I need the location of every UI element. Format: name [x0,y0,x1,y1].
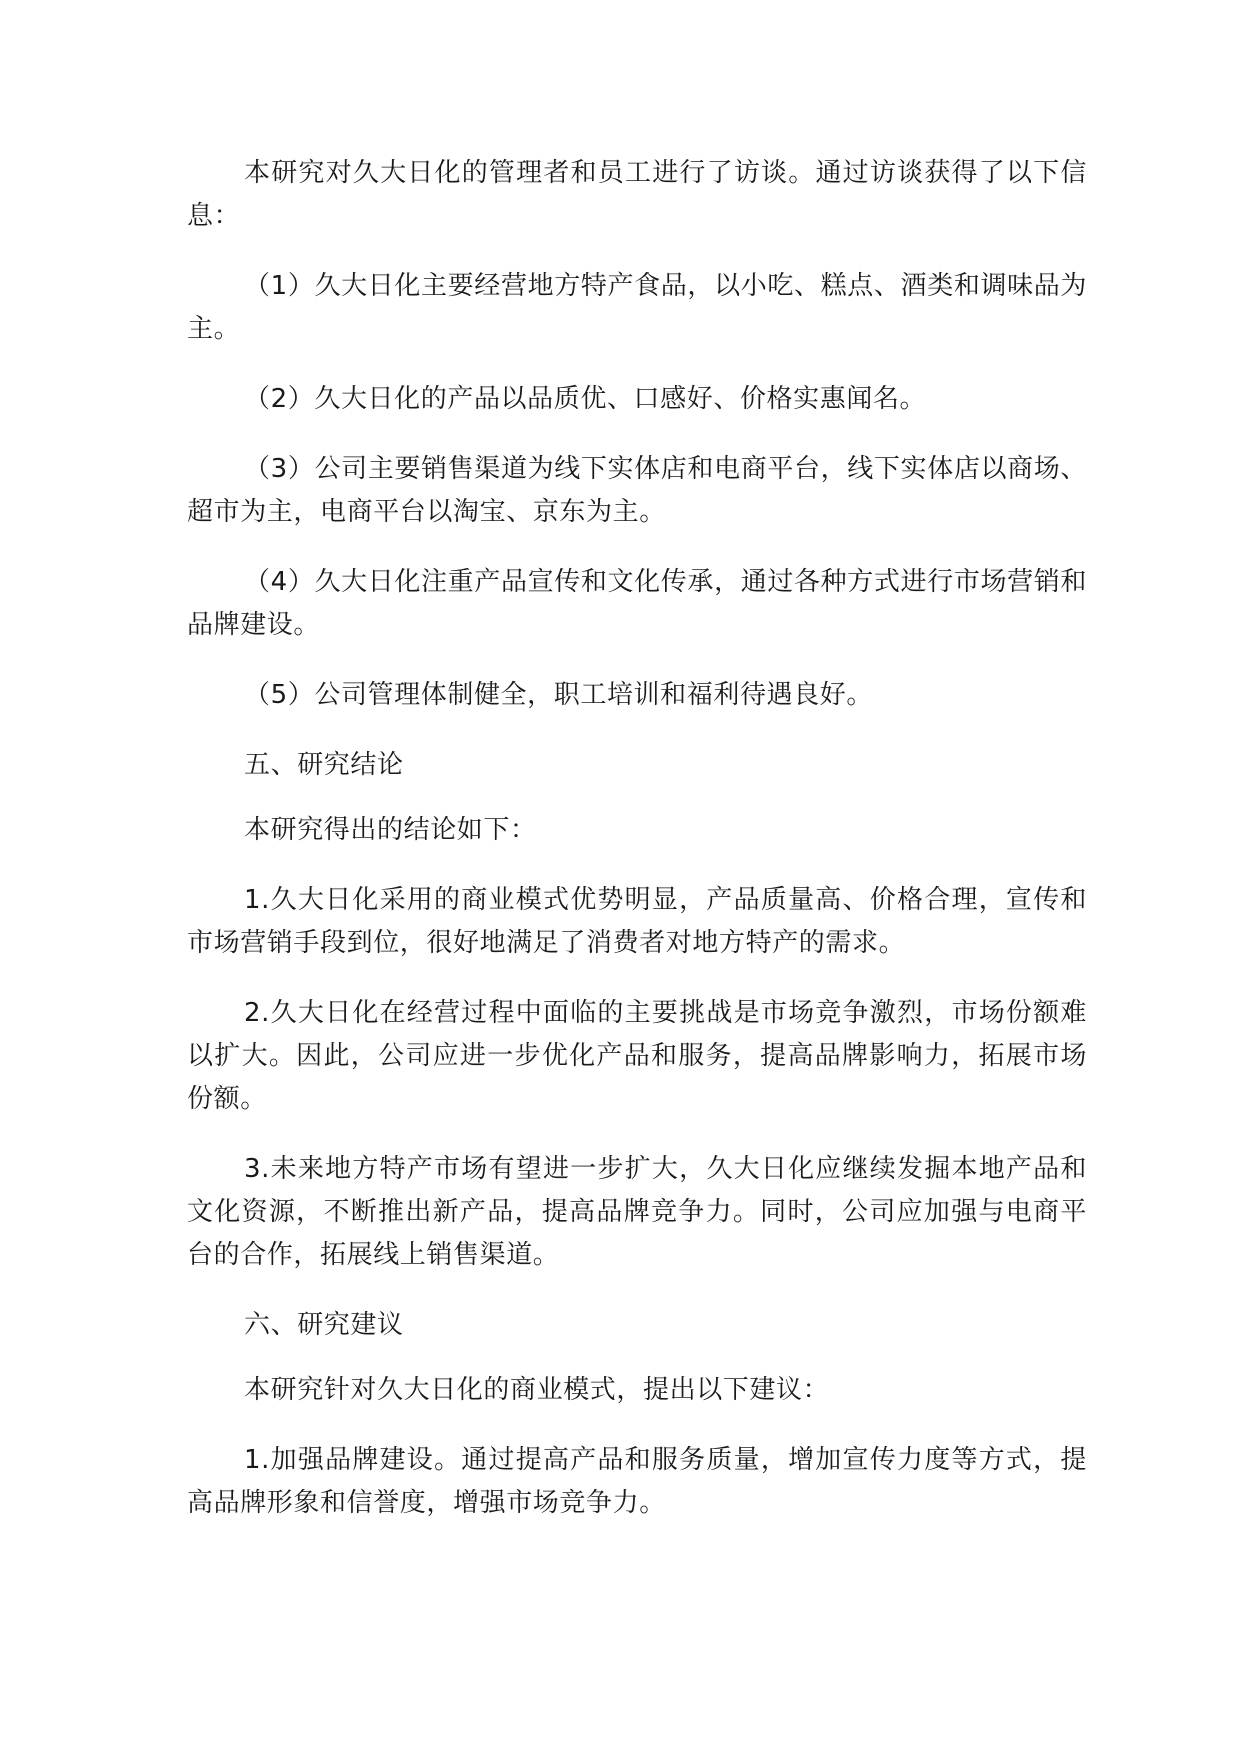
interview-intro: 本研究对久大日化的管理者和员工进行了访谈。通过访谈获得了以下信息： [187,158,1087,231]
conclusion-2: 2.久大日化在经营过程中面临的主要挑战是市场竞争激烈，市场份额难以扩大。因此，公司应进一步优化产品和服务，提高品牌影响力，拓展市场份额。 [187,998,1087,1114]
finding-5: （5）公司管理体制健全，职工培训和福利待遇良好。 [244,680,873,710]
section-heading-recommendations: 六、研究建议 [244,1310,404,1340]
conclusion-3: 3.未来地方特产市场有望进一步扩大，久大日化应继续发掘本地产品和文化资源，不断推出新产品，提高品牌竞争力。同时，公司应加强与电商平台的合作，拓展线上销售渠道。 [187,1154,1087,1270]
finding-3: （3）公司主要销售渠道为线下实体店和电商平台，线下实体店以商场、超市为主，电商平台以淘宝、京东为主。 [187,454,1087,527]
finding-4: （4）久大日化注重产品宣传和文化传承，通过各种方式进行市场营销和品牌建设。 [187,567,1087,640]
document-page [187,152,1087,1552]
section-heading-conclusions: 五、研究结论 [244,750,404,780]
conclusion-1: 1.久大日化采用的商业模式优势明显，产品质量高、价格合理，宣传和市场营销手段到位，很好地满足了消费者对地方特产的需求。 [187,885,1087,958]
recommendations-intro: 本研究针对久大日化的商业模式，提出以下建议： [244,1375,830,1405]
finding-2: （2）久大日化的产品以品质优、口感好、价格实惠闻名。 [244,384,927,414]
conclusions-intro: 本研究得出的结论如下： [244,815,537,845]
finding-1: （1）久大日化主要经营地方特产食品，以小吃、糕点、酒类和调味品为主。 [187,271,1087,344]
recommendation-1: 1.加强品牌建设。通过提高产品和服务质量，增加宣传力度等方式，提高品牌形象和信誉度，增强市场竞争力。 [187,1445,1087,1518]
